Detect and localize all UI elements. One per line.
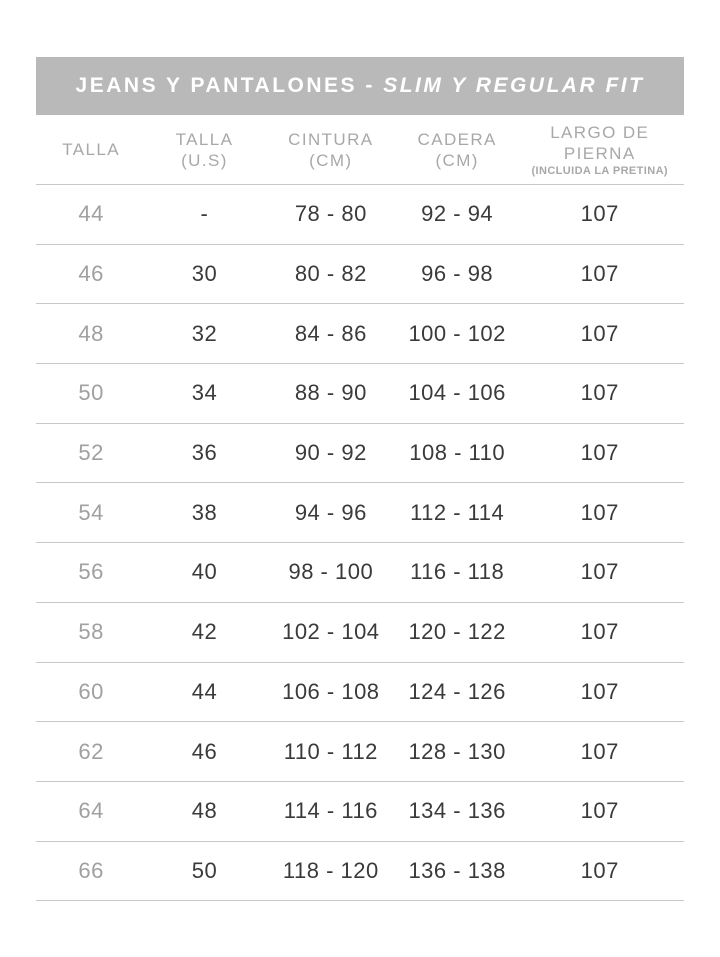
cell-talla-us: 34 (191, 380, 218, 406)
cell-talla: 60 (78, 678, 104, 704)
cell-cadera: 128 - 130 (408, 738, 506, 764)
cell-talla-us: 48 (191, 798, 218, 824)
table-header-row (36, 115, 684, 185)
header-line: TALLA (175, 129, 234, 149)
cell-talla-us: 50 (191, 857, 218, 883)
cell-largo: 107 (580, 320, 619, 346)
table-row (36, 483, 684, 543)
cell-talla-us: 30 (191, 261, 218, 287)
cell-talla: 50 (78, 380, 104, 406)
cell-cintura: 84 - 86 (294, 320, 367, 346)
cell-cintura: 114 - 116 (283, 798, 378, 824)
cell-cadera: 104 - 106 (408, 380, 506, 406)
cell-cadera: 124 - 126 (408, 678, 506, 704)
size-chart-table (36, 57, 684, 901)
cell-cintura: 94 - 96 (294, 499, 367, 525)
table-row (36, 304, 684, 364)
cell-cadera: 100 - 102 (408, 320, 506, 346)
cell-talla-us: 40 (191, 559, 218, 585)
title-italic-part: SLIM Y REGULAR FIT (383, 74, 645, 97)
column-header-largo-de-pierna (515, 122, 683, 178)
column-header-cadera (399, 129, 516, 171)
cell-cadera: 134 - 136 (408, 798, 506, 824)
cell-cintura: 118 - 120 (282, 857, 379, 883)
column-header-talla-us (146, 129, 263, 171)
cell-talla-us: 42 (191, 619, 218, 645)
cell-talla: 52 (78, 440, 104, 466)
cell-cadera: 92 - 94 (421, 201, 494, 227)
cell-largo: 107 (580, 619, 619, 645)
cell-talla: 62 (78, 738, 104, 764)
table-title (76, 74, 645, 98)
cell-largo: 107 (580, 380, 619, 406)
cell-cintura: 110 - 112 (283, 738, 378, 764)
header-line: CINTURA (288, 129, 374, 149)
table-row (36, 424, 684, 484)
cell-cintura: 78 - 80 (294, 201, 367, 227)
cell-largo: 107 (580, 798, 619, 824)
cell-cadera: 136 - 138 (408, 857, 506, 883)
cell-cadera: 96 - 98 (421, 261, 494, 287)
header-note: (INCLUIDA LA PRETINA) (531, 164, 668, 177)
cell-largo: 107 (580, 440, 619, 466)
header-line: TALLA (62, 140, 120, 159)
table-title-bar (36, 57, 684, 115)
cell-largo: 107 (580, 678, 619, 704)
cell-talla-us: - (200, 201, 209, 227)
cell-cintura: 90 - 92 (294, 440, 367, 466)
cell-talla: 44 (78, 201, 104, 227)
cell-talla-us: 44 (191, 678, 218, 704)
cell-talla: 64 (78, 798, 104, 824)
table-row (36, 245, 684, 305)
cell-largo: 107 (580, 261, 619, 287)
header-line: (CM) (435, 150, 479, 170)
cell-talla-us: 38 (191, 499, 218, 525)
cell-cintura: 102 - 104 (282, 619, 380, 645)
cell-cintura: 106 - 108 (282, 678, 380, 704)
table-row (36, 603, 684, 663)
header-line: LARGO DE (550, 122, 650, 142)
header-line: (U.S) (181, 150, 228, 170)
cell-cintura: 98 - 100 (288, 559, 374, 585)
cell-cadera: 120 - 122 (408, 619, 506, 645)
cell-talla: 58 (78, 619, 104, 645)
cell-largo: 107 (580, 738, 619, 764)
cell-talla: 54 (78, 499, 104, 525)
header-line: (CM) (309, 150, 353, 170)
cell-largo: 107 (580, 857, 619, 883)
column-header-cintura (263, 129, 399, 171)
cell-largo: 107 (580, 559, 619, 585)
cell-largo: 107 (580, 201, 619, 227)
table-row (36, 842, 684, 902)
table-row (36, 722, 684, 782)
cell-largo: 107 (580, 499, 619, 525)
cell-cintura: 80 - 82 (294, 261, 367, 287)
table-row (36, 185, 684, 245)
table-row (36, 663, 684, 723)
cell-talla: 56 (78, 559, 104, 585)
header-line: CADERA (417, 129, 497, 149)
cell-talla: 48 (78, 320, 104, 346)
cell-cadera: 108 - 110 (409, 440, 506, 466)
cell-talla: 66 (78, 857, 104, 883)
cell-cintura: 88 - 90 (294, 380, 367, 406)
cell-talla-us: 36 (191, 440, 218, 466)
table-row (36, 364, 684, 424)
cell-talla: 46 (78, 261, 104, 287)
column-header-talla (36, 139, 146, 160)
table-row (36, 782, 684, 842)
title-regular-part: JEANS Y PANTALONES - (75, 74, 375, 97)
cell-talla-us: 32 (191, 320, 218, 346)
cell-talla-us: 46 (191, 738, 218, 764)
table-row (36, 543, 684, 603)
cell-cadera: 116 - 118 (410, 559, 505, 585)
cell-cadera: 112 - 114 (410, 499, 505, 525)
header-line: PIERNA (563, 143, 636, 163)
